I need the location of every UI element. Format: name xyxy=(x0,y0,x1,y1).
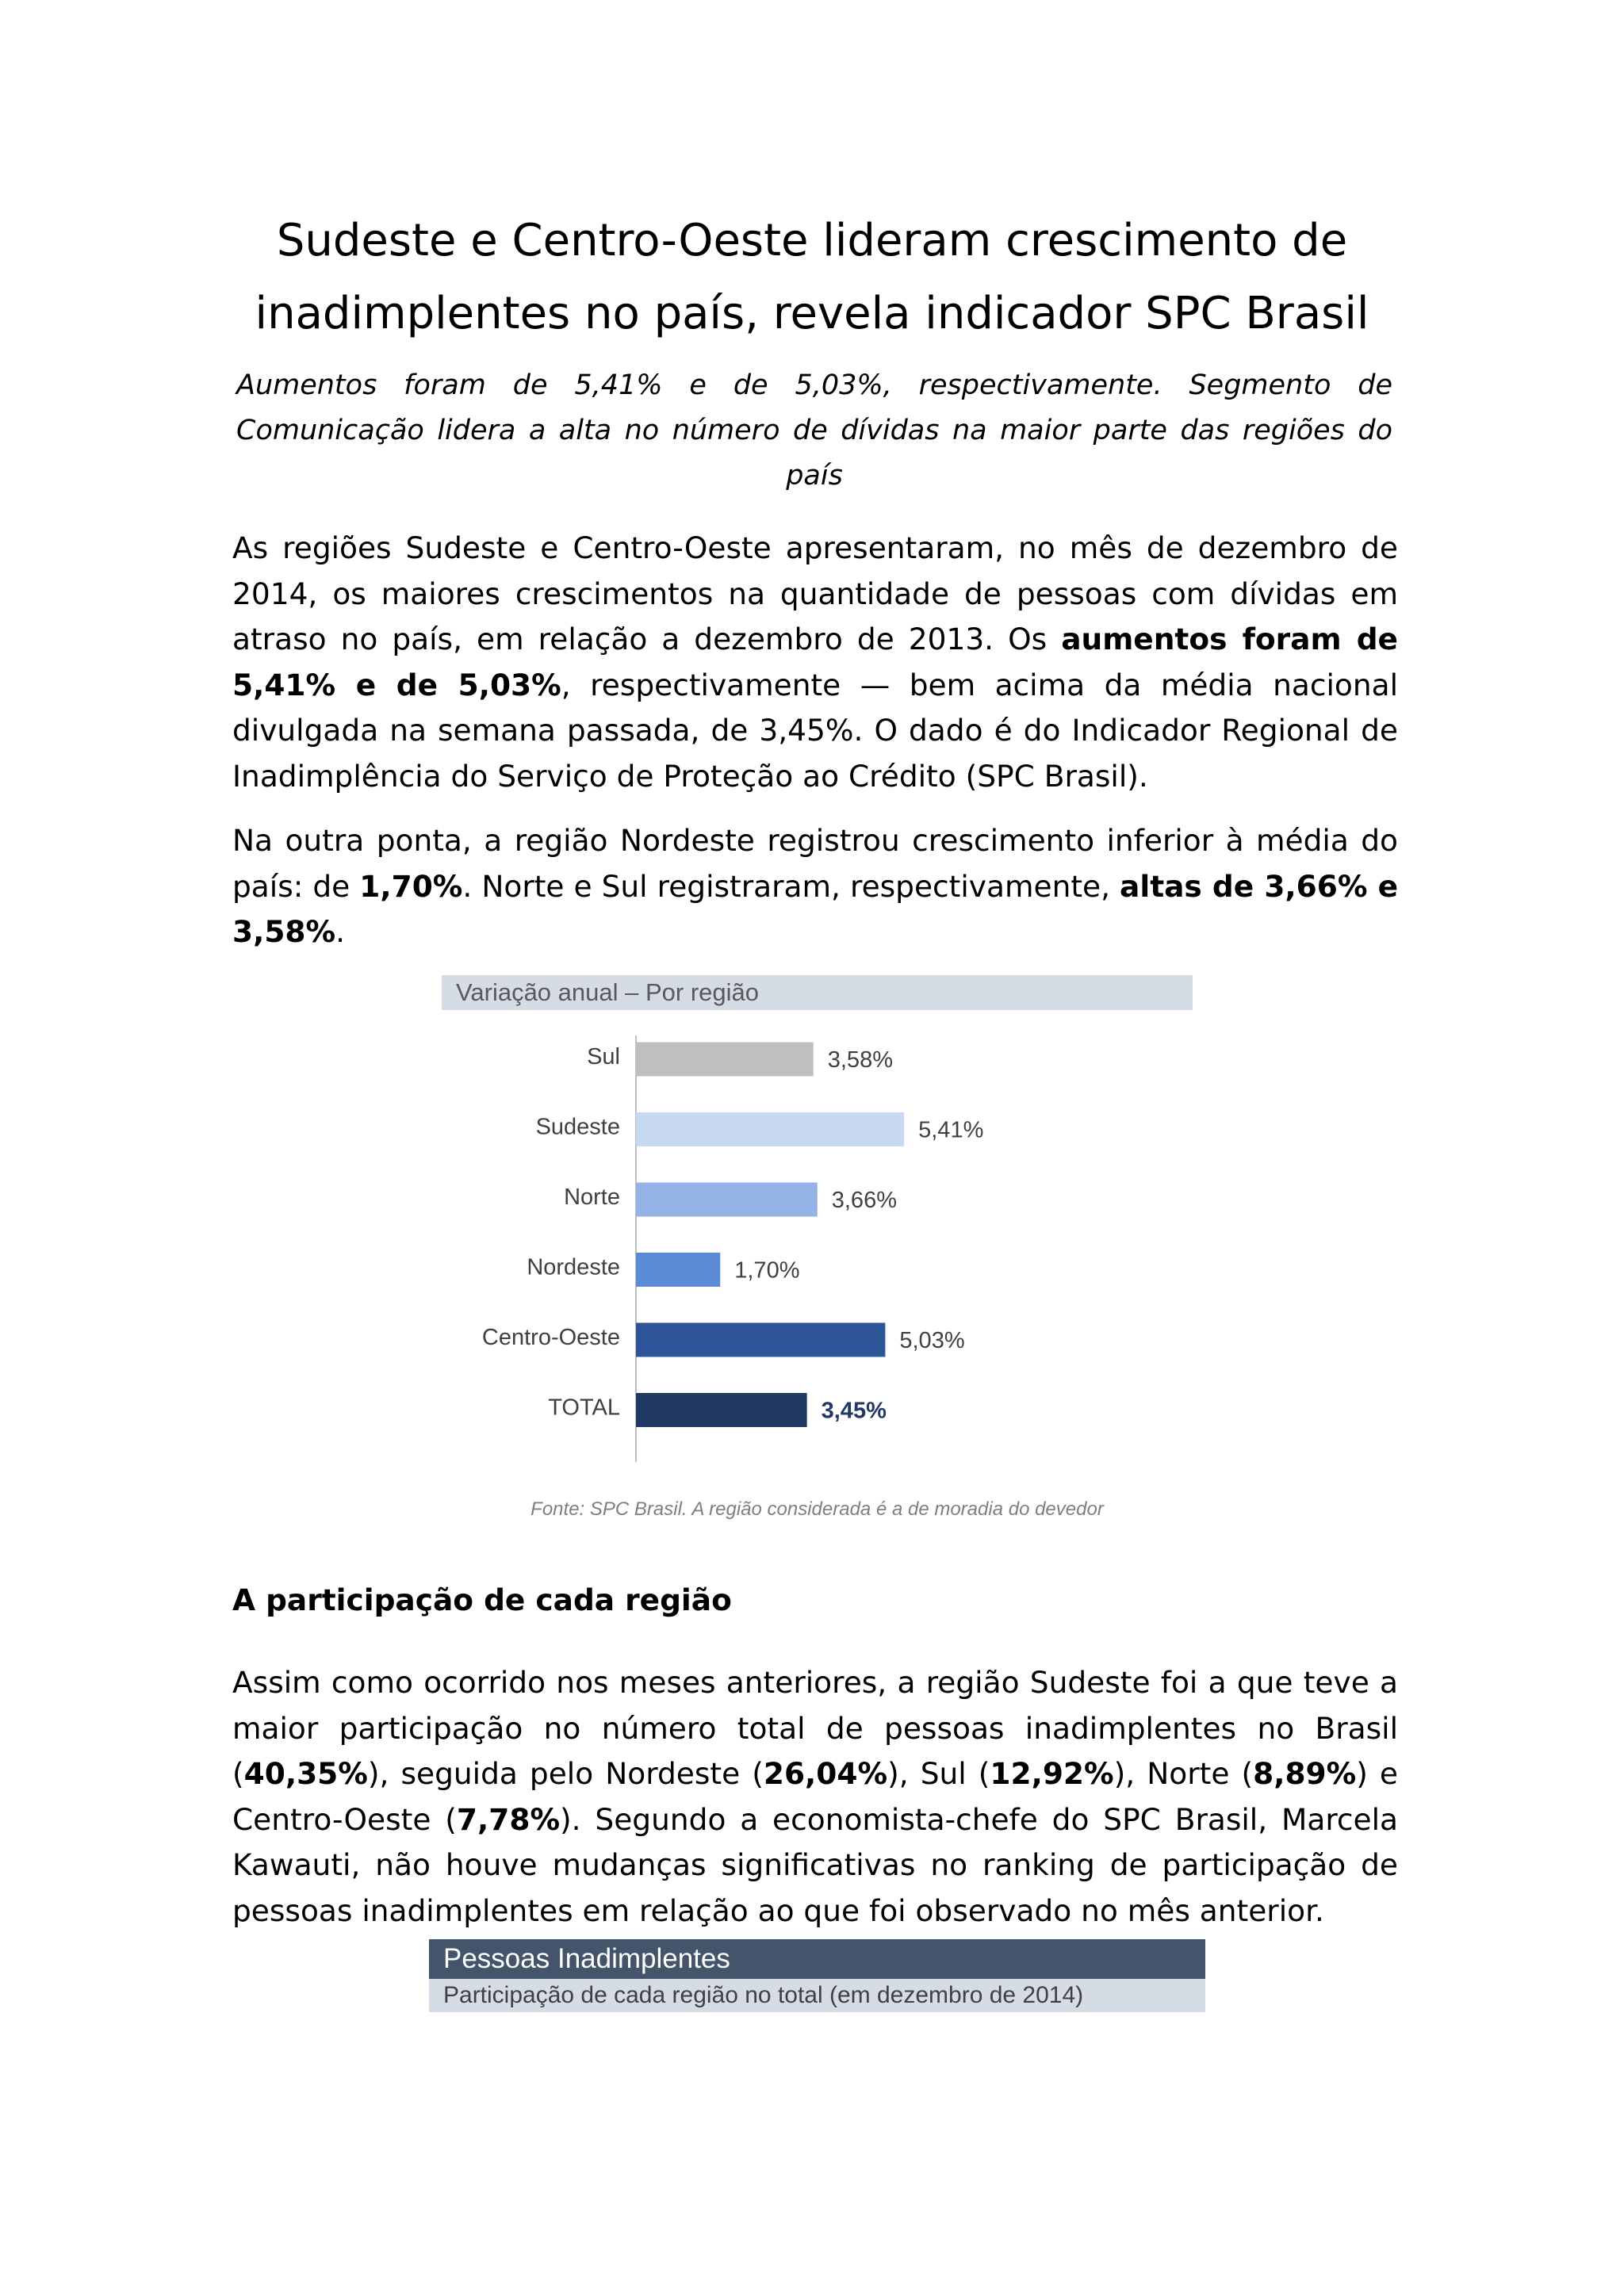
chart-source-note: Fonte: SPC Brasil. A região considerada é a de moradia do devedor xyxy=(530,1498,1104,1520)
page-title: Sudeste e Centro-Oeste lideram crescimento de inadimplentes no país, revela indicador SPC Brasil xyxy=(255,215,1369,339)
chart-title: Variação anual – Por região xyxy=(442,975,1193,1010)
category-label: Centro-Oeste xyxy=(481,1325,620,1350)
paragraph-bold: 26,04% xyxy=(763,1756,888,1791)
data-label: 3,45% xyxy=(821,1398,887,1424)
data-label: 5,03% xyxy=(899,1328,965,1353)
category-label: TOTAL xyxy=(548,1395,620,1421)
regional-variation-bar-chart xyxy=(442,1012,1193,1487)
paragraph-text: ), Sul ( xyxy=(887,1756,990,1791)
paragraph-bold: aumentos foram de 5,41% e de 5,03% xyxy=(232,622,1398,702)
paragraph-bold: 40,35% xyxy=(243,1756,368,1791)
data-label: 1,70% xyxy=(734,1257,800,1284)
paragraph-text: ), seguida pelo Nordeste ( xyxy=(367,1756,764,1791)
paragraph-intro xyxy=(232,526,1398,799)
paragraph-participation xyxy=(232,1660,1398,1934)
category-label: Norte xyxy=(564,1184,620,1210)
paragraph-text: ) e Centro-Oeste ( xyxy=(232,1756,1398,1837)
section-title: A participação de cada região xyxy=(232,1582,732,1617)
category-label: Nordeste xyxy=(527,1254,620,1280)
category-label: Sul xyxy=(587,1044,620,1070)
table-subheader: Participação de cada região no total (em dezembro de 2014) xyxy=(429,1979,1205,2012)
bar xyxy=(636,1043,814,1077)
bar xyxy=(636,1393,807,1427)
paragraph-bold: 8,89% xyxy=(1253,1756,1357,1791)
category-label: Sudeste xyxy=(535,1114,620,1140)
bar xyxy=(636,1253,720,1287)
paragraph-text: , respectivamente — bem acima da média nacional divulgada na semana passada, de 3,45%. O dado é do Indicador Regional de Inadimplência do Serviço de Proteção ao Crédito (SPC Brasil). xyxy=(232,667,1398,794)
data-label: 5,41% xyxy=(918,1117,984,1143)
paragraph-nordeste xyxy=(232,818,1398,955)
paragraph-text: ), Norte ( xyxy=(1113,1756,1254,1791)
data-label: 3,58% xyxy=(827,1047,893,1073)
paragraph-bold: 1,70% xyxy=(359,868,463,904)
paragraph-text: As regiões Sudeste e Centro-Oeste apresentaram, no mês de dezembro de 2014, os maiores crescimentos na quantidade de pessoas com dívidas em atraso no país, em relação a dezembro de 2013. Os xyxy=(232,530,1398,656)
bar xyxy=(636,1112,904,1146)
paragraph-text: ). Segundo a economista-chefe do SPC Brasil, Marcela Kawauti, não houve mudanças significativas no ranking de participação de pessoas inadimplentes em relação ao que foi observado no mês anterior. xyxy=(232,1801,1398,1928)
paragraph-bold: 7,78% xyxy=(456,1801,561,1837)
paragraph-bold: 12,92% xyxy=(990,1756,1114,1791)
table-header: Pessoas Inadimplentes xyxy=(429,1939,1205,1979)
bar xyxy=(636,1323,885,1357)
paragraph-text: . xyxy=(335,914,346,949)
paragraph-text: Na outra ponta, a região Nordeste registrou crescimento inferior à média do país: de xyxy=(232,823,1398,904)
paragraph-text: . Norte e Sul registraram, respectivamente, xyxy=(462,868,1120,904)
paragraph-bold: altas de 3,66% e 3,58% xyxy=(232,868,1398,949)
page-subtitle: Aumentos foram de 5,41% e de 5,03%, respectivamente. Segmento de Comunicação lidera a alta no número de dívidas na maior parte das regiões do país xyxy=(236,369,1392,492)
data-label: 3,66% xyxy=(831,1188,897,1213)
bar xyxy=(636,1183,818,1217)
paragraph-text: Assim como ocorrido nos meses anteriores, a região Sudeste foi a que teve a maior participação no número total de pessoas inadimplentes no Brasil ( xyxy=(232,1665,1398,1791)
